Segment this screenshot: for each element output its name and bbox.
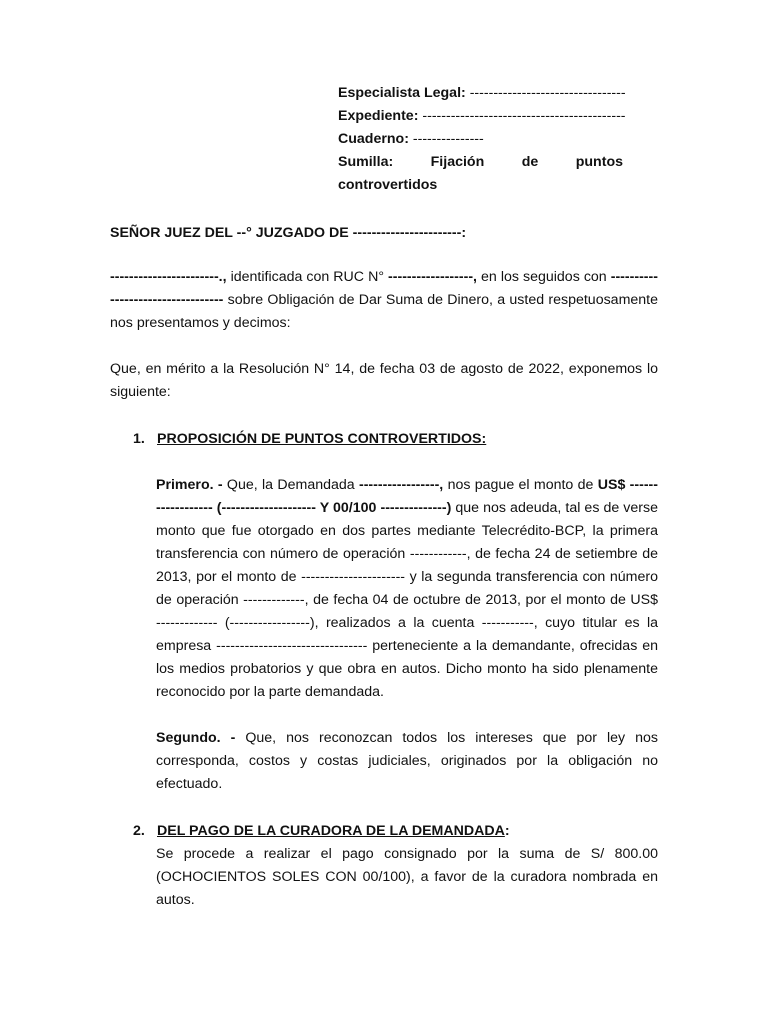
cuaderno-value: ---------------: [408, 131, 484, 147]
intro-text: sobre Obligación de Dar Suma de Dinero, a usted respetuosamente nos presentamos y decimos:: [110, 292, 658, 331]
expediente-value: -------------------------------------------: [418, 108, 626, 124]
intro-ruc: ------------------,: [388, 269, 477, 285]
sumilla-line: [338, 151, 623, 174]
primero-text: Que, la Demandada: [222, 477, 359, 493]
segundo-text: Que, nos reconozcan todos los intereses que por ley nos corresponda, costos y costas judiciales, originados por la obligación no efectuado.: [156, 730, 658, 792]
expediente-label: Expediente:: [338, 108, 419, 124]
primero-text: nos pague el monto de: [443, 477, 598, 493]
pago-paragraph: Se procede a realizar el pago consignado por la suma de S/ 800.00 (OCHOCIENTOS SOLES CON 00/100), a favor de la curadora nombrada en autos.: [156, 846, 658, 908]
section-title-colon: :: [504, 823, 510, 839]
segundo-paragraph: [156, 727, 658, 796]
addressee: SEÑOR JUEZ DEL --° JUZGADO DE -----------------------:: [110, 225, 467, 241]
sumilla-continuation: controvertidos: [338, 177, 438, 193]
sumilla-word: Fijación: [430, 154, 485, 170]
section-1-heading: [133, 428, 486, 451]
intro-text: identificada con RUC N°: [226, 269, 389, 285]
primero-amount: US$ ------------------ (-------------------- Y 00/100 --------------): [156, 477, 658, 516]
primero-label: Primero. -: [156, 477, 223, 493]
sumilla-word: Sumilla:: [338, 154, 394, 170]
intro-paragraph: [110, 266, 658, 335]
section-number: 1.: [133, 431, 145, 447]
section-title: PROPOSICIÓN DE PUNTOS CONTROVERTIDOS:: [157, 431, 487, 447]
case-header: [338, 82, 626, 197]
intro-party: ----------------------------------: [110, 269, 658, 308]
expediente-line: [338, 105, 626, 128]
cuaderno-label: Cuaderno:: [338, 131, 409, 147]
cuaderno-line: [338, 128, 623, 151]
que-paragraph: Que, en mérito a la Resolución N° 14, de fecha 03 de agosto de 2022, exponemos lo siguiente:: [110, 361, 658, 400]
intro-name: -----------------------.,: [110, 269, 227, 285]
segundo-label: Segundo. -: [156, 730, 236, 746]
section-title: DEL PAGO DE LA CURADORA DE LA DEMANDADA: [157, 823, 505, 839]
especialista-line: [338, 82, 626, 105]
primero-demandada: -----------------,: [358, 477, 444, 493]
sumilla-word: puntos: [575, 154, 623, 170]
primero-text: que nos adeuda, tal es de verse monto que fue otorgado en dos partes mediante Telecrédito-BCP, la primera transferencia con número de operación ------------, de fecha 24 de setiembre de 2013, por el monto de ---------------------- y la segunda transferencia con número de operación -------------, de fecha 04 de octubre de 2013, por el monto de US$ ------------- (-----------------), realizados a la cuenta -----------, cuyo titular es la empresa -------------------------------- perteneciente a la demandante, ofrecidas en los medios probatorios y que obra en autos. Dicho monto ha sido plenamente reconocido por la parte demandada.: [156, 500, 658, 700]
section-number: 2.: [133, 823, 145, 839]
especialista-value: ---------------------------------: [465, 85, 626, 101]
sumilla-word: de: [521, 154, 539, 170]
section-2-heading: [133, 820, 510, 843]
especialista-label: Especialista Legal:: [338, 85, 466, 101]
primero-paragraph: [156, 474, 658, 704]
intro-text: en los seguidos con: [477, 269, 611, 285]
